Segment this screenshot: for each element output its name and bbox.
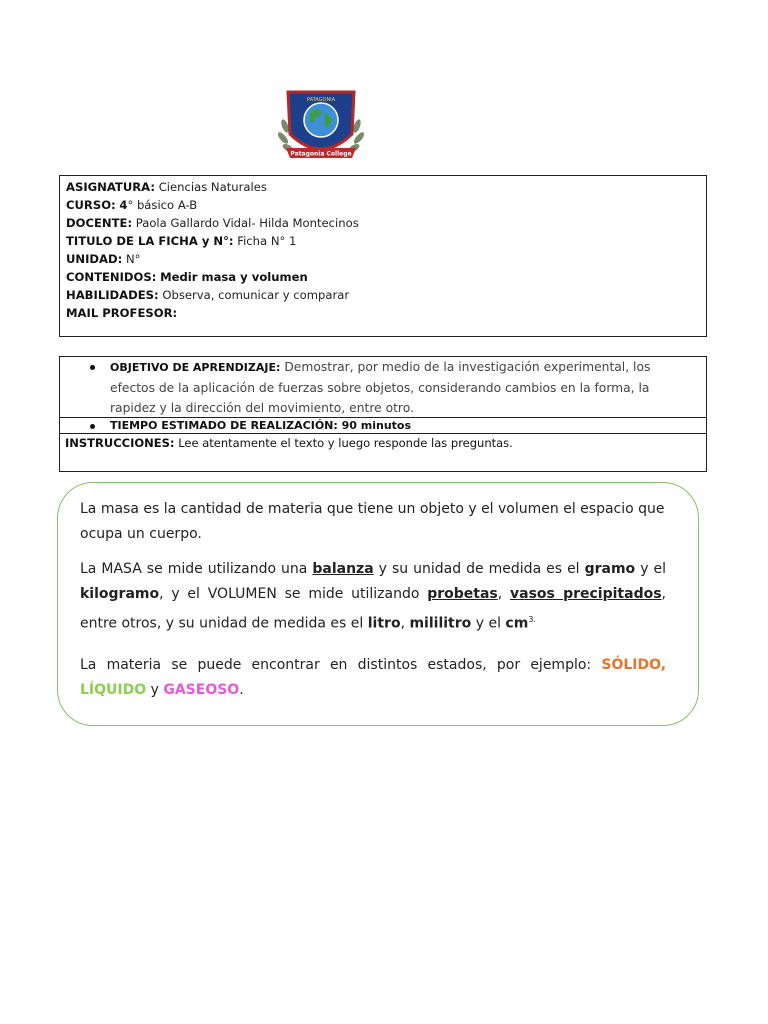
instructions-cell: INSTRUCCIONES: Lee atentamente el texto y luego responde las preguntas. (65, 436, 513, 450)
mail-row: MAIL PROFESOR: (66, 306, 178, 320)
contenidos-row: CONTENIDOS: Medir masa y volumen (66, 270, 308, 284)
course-info-box (59, 175, 707, 337)
titulo-row: TITULO DE LA FICHA y N°: Ficha N° 1 (66, 234, 297, 248)
curso-row: CURSO: 4° básico A-B (66, 198, 198, 212)
gaseoso-term: GASEOSO (163, 681, 240, 698)
time-estimate-cell: TIEMPO ESTIMADO DE REALIZACIÓN: 90 minutos (60, 418, 706, 434)
crest-banner-text: Patagonia College (290, 150, 352, 158)
habilidades-row: HABILIDADES: Observa, comunicar y comparar (66, 288, 350, 302)
solido-term: SÓLIDO, (601, 656, 667, 673)
definition-paragraph: La masa es la cantidad de materia que tiene un objeto y el volumen el espacio que ocupa un cuerpo. (80, 501, 665, 542)
content-panel (57, 482, 699, 726)
asignatura-row: ASIGNATURA: Ciencias Naturales (66, 180, 267, 194)
bullet-icon (90, 365, 95, 370)
docente-row: DOCENTE: Paola Gallardo Vidal- Hilda Montecinos (66, 216, 359, 230)
bullet-icon (90, 424, 95, 429)
school-crest-logo (276, 84, 366, 166)
states-paragraph: La materia se puede encontrar en distintos estados, por ejemplo: SÓLIDO, LÍQUIDO y GASEOSO. (80, 656, 667, 698)
unidad-row: UNIDAD: N° (66, 252, 141, 266)
objective-cell: OBJETIVO DE APRENDIZAJE: Demostrar, por medio de la investigación experimental, los efectos de la aplicación de fuerzas sobre objetos, considerando cambios en la forma, la rapidez y la dirección del movimiento, entre otro. (60, 357, 706, 418)
svg-text:PATAGONIA: PATAGONIA (306, 97, 336, 103)
liquido-term: LÍQUIDO (80, 681, 147, 698)
measurement-paragraph: La MASA se mide utilizando una balanza y su unidad de medida es el gramo y el kilogramo, y el VOLUMEN se mide utilizando probetas, vasos precipitados, entre otros, y su unidad de medida es el litro, mililitro y el $cm^{3.}$ (80, 561, 667, 632)
objectives-box (59, 356, 707, 472)
